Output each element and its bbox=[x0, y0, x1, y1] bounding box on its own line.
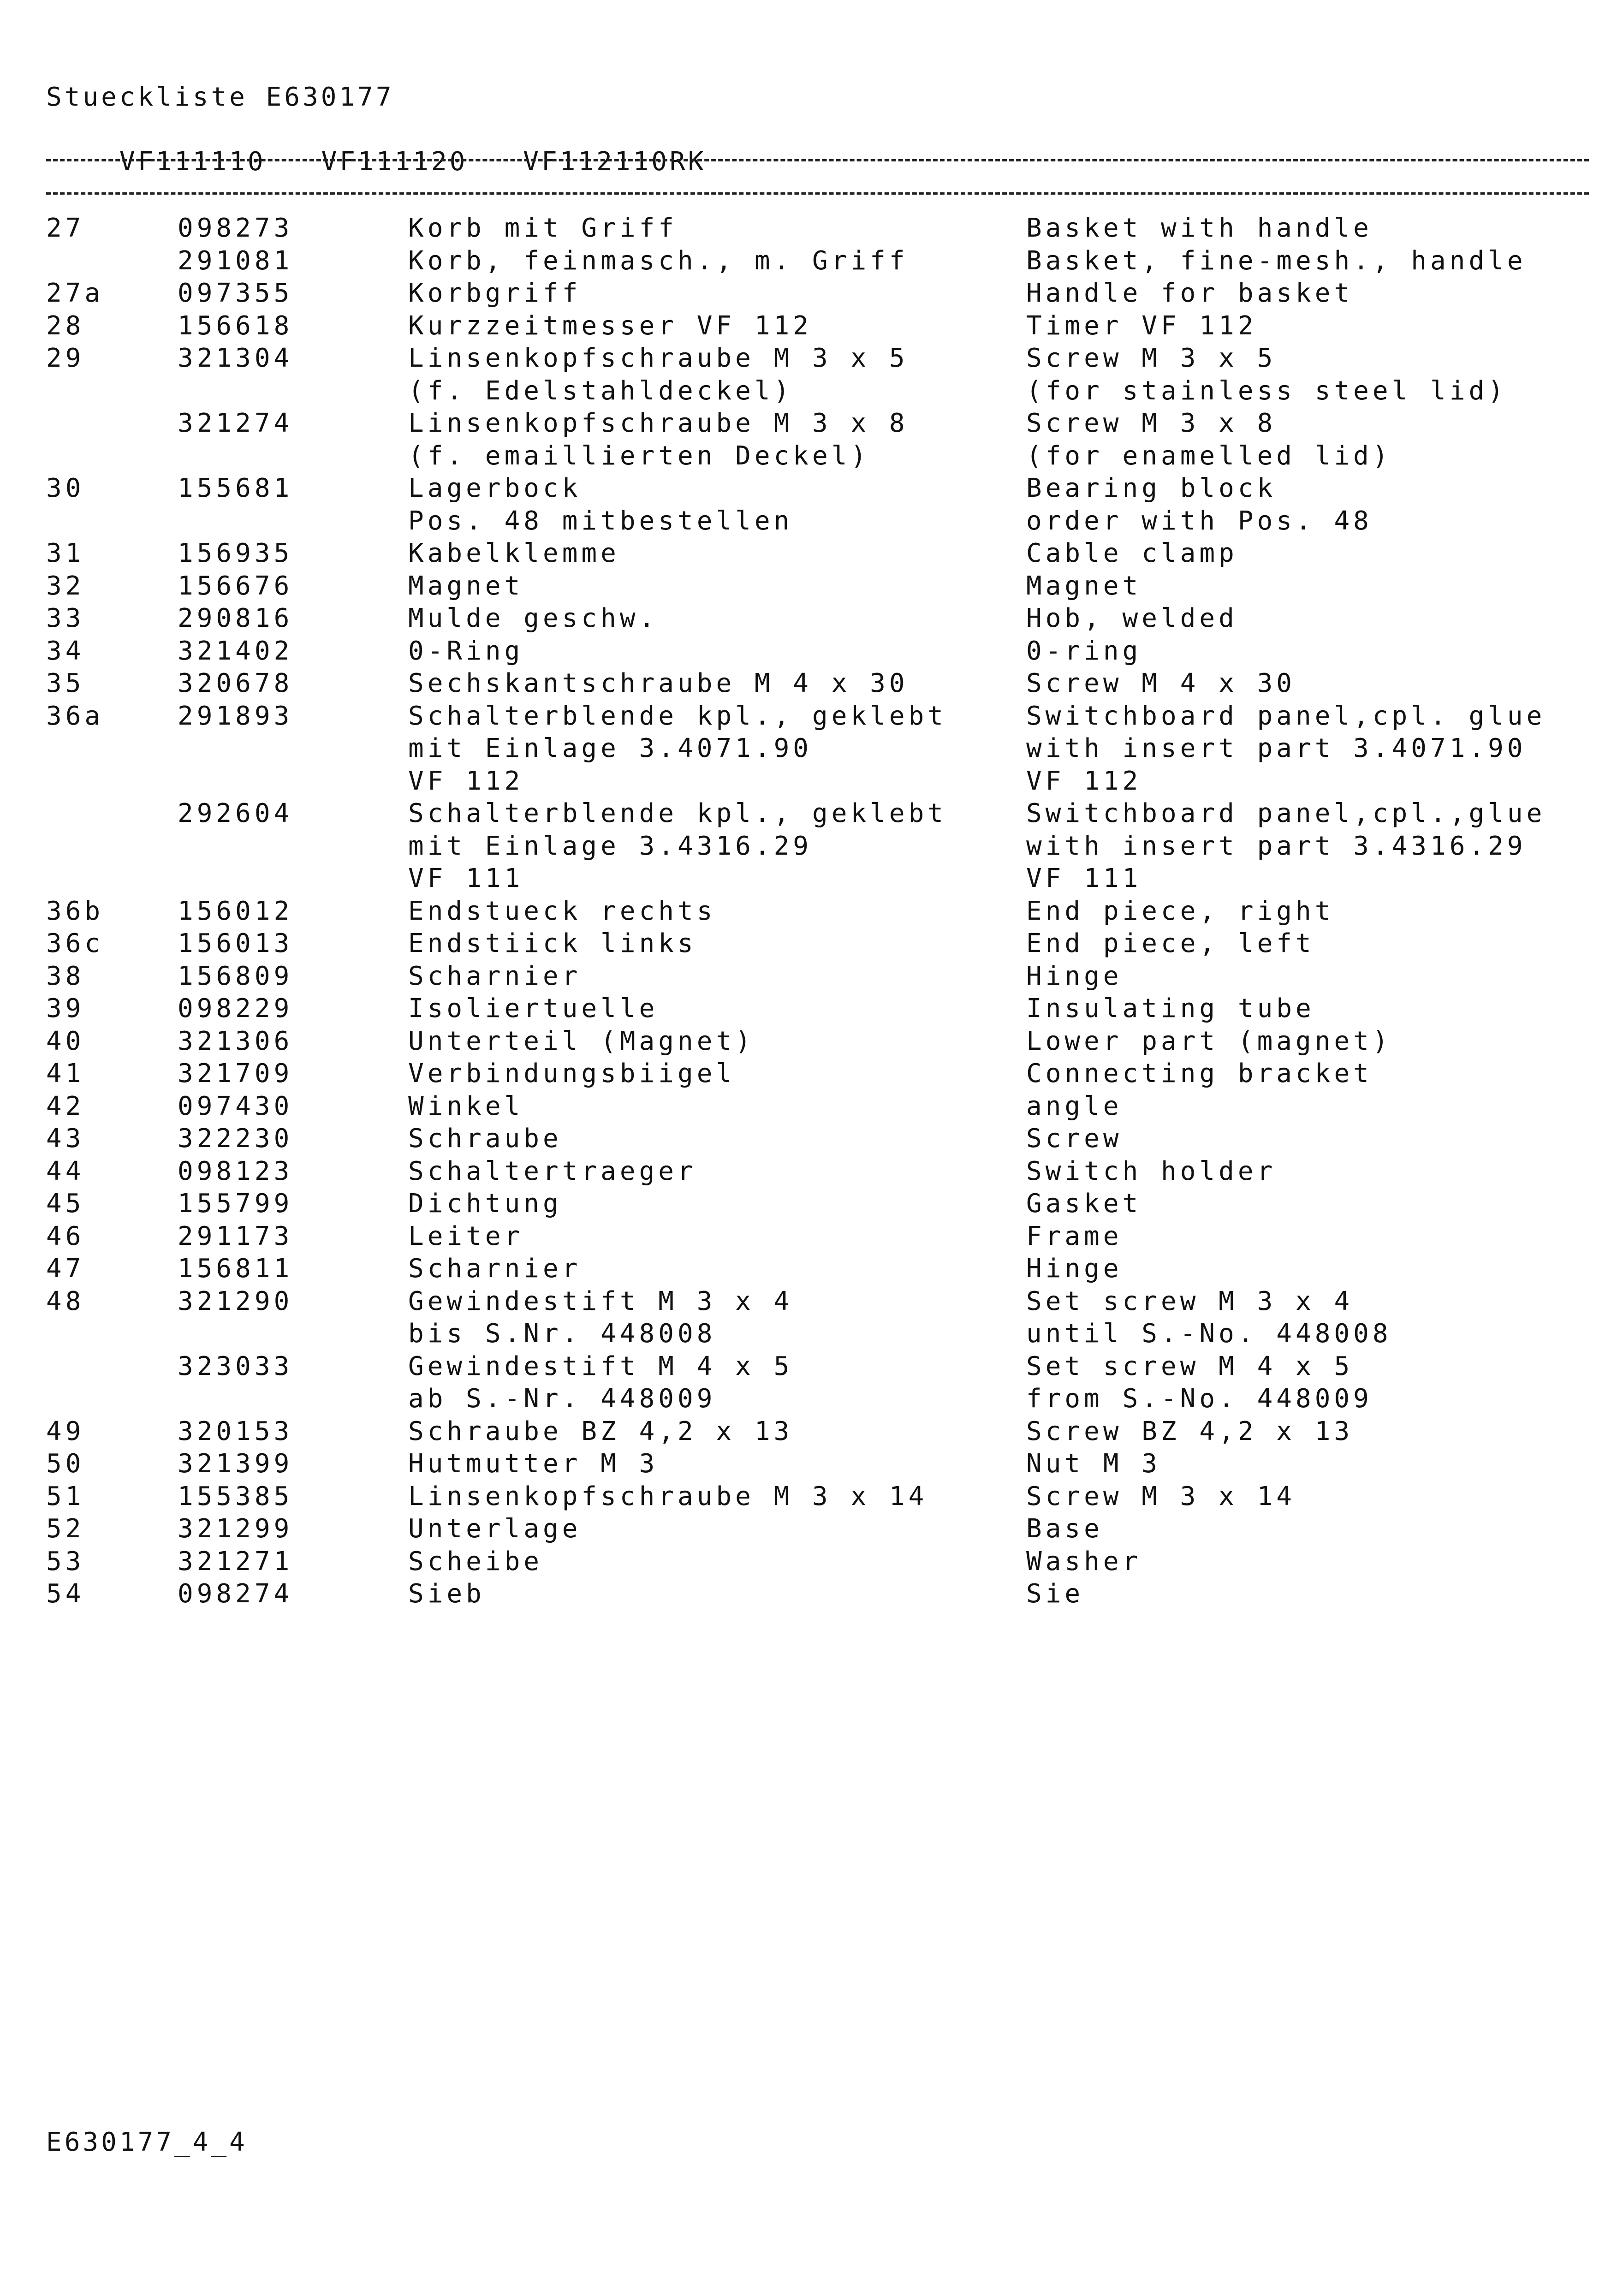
part-position bbox=[46, 830, 178, 863]
part-position: 27 bbox=[46, 213, 85, 243]
part-position: 36a bbox=[46, 701, 104, 731]
part-description-en: Sie bbox=[1026, 1579, 1084, 1609]
part-description-de: mit Einlage 3.4071.90 bbox=[408, 733, 813, 763]
part-position: 35 bbox=[46, 668, 85, 698]
table-row bbox=[46, 830, 1589, 863]
table-row bbox=[46, 1220, 1589, 1253]
document-title: Stueckliste E630177 bbox=[46, 82, 394, 112]
table-row bbox=[46, 537, 1589, 570]
table-row bbox=[46, 732, 1589, 765]
part-description-de: Schalterblende kpl., geklebt bbox=[408, 701, 947, 731]
part-description-de: Scharnier bbox=[408, 961, 582, 991]
part-number: 155385 bbox=[178, 1481, 293, 1511]
part-description-en: Timer VF 112 bbox=[1026, 310, 1257, 341]
table-row bbox=[46, 1155, 1589, 1188]
table-row bbox=[46, 1350, 1589, 1383]
table-row bbox=[46, 1448, 1589, 1481]
part-number: 322230 bbox=[178, 1124, 293, 1154]
part-description-de: Lagerbock bbox=[408, 473, 582, 503]
part-number: 321709 bbox=[178, 1059, 293, 1089]
part-number: 321274 bbox=[178, 408, 293, 438]
part-position: 45 bbox=[46, 1189, 85, 1219]
part-position: 41 bbox=[46, 1059, 85, 1089]
part-description-en: Screw bbox=[1026, 1124, 1123, 1154]
part-number: 292604 bbox=[178, 798, 293, 828]
part-number: 156618 bbox=[178, 310, 293, 341]
table-row bbox=[46, 1188, 1589, 1220]
table-row bbox=[46, 1253, 1589, 1285]
table-row bbox=[46, 1058, 1589, 1090]
part-number: 156935 bbox=[178, 538, 293, 568]
table-row bbox=[46, 700, 1589, 733]
part-description-en: Hob, welded bbox=[1026, 603, 1238, 633]
part-number: 323033 bbox=[178, 1351, 293, 1381]
part-description-en: Frame bbox=[1026, 1221, 1123, 1251]
part-description-en: from S.-No. 448009 bbox=[1026, 1384, 1373, 1414]
part-description-de: Magnet bbox=[408, 571, 524, 601]
table-row bbox=[46, 407, 1589, 440]
part-description-en: Magnet bbox=[1026, 571, 1142, 601]
part-description-de: VF 111 bbox=[408, 863, 524, 893]
part-description-de: Scharnier bbox=[408, 1254, 582, 1284]
part-position: 27a bbox=[46, 278, 104, 308]
part-number: 290816 bbox=[178, 603, 293, 633]
part-number: 321402 bbox=[178, 636, 293, 666]
part-description-en: Set screw M 3 x 4 bbox=[1026, 1286, 1354, 1316]
part-description-en: Switch holder bbox=[1026, 1156, 1277, 1186]
part-number: 156013 bbox=[178, 928, 293, 958]
table-row bbox=[46, 1383, 1589, 1416]
part-number: 156012 bbox=[178, 896, 293, 926]
table-row bbox=[46, 602, 1589, 635]
table-row bbox=[46, 667, 1589, 700]
part-description-de: Unterteil (Magnet) bbox=[408, 1026, 755, 1056]
part-description-de: 0-Ring bbox=[408, 636, 524, 666]
part-position bbox=[46, 1383, 178, 1416]
table-row bbox=[46, 375, 1589, 408]
part-description-de: Winkel bbox=[408, 1091, 524, 1121]
part-position: 38 bbox=[46, 961, 85, 991]
part-number: 321306 bbox=[178, 1026, 293, 1056]
part-position: 39 bbox=[46, 993, 85, 1023]
part-position: 48 bbox=[46, 1286, 85, 1316]
part-number: 097355 bbox=[178, 278, 293, 308]
part-position bbox=[46, 862, 178, 895]
part-number: 155799 bbox=[178, 1189, 293, 1219]
part-description-de: (f. emaillierten Deckel) bbox=[408, 440, 870, 471]
table-row bbox=[46, 440, 1589, 473]
part-number bbox=[178, 765, 408, 798]
part-position: 40 bbox=[46, 1026, 85, 1056]
part-position: 29 bbox=[46, 343, 85, 373]
part-description-en: until S.-No. 448008 bbox=[1026, 1319, 1392, 1349]
part-description-de: Leiter bbox=[408, 1221, 524, 1251]
part-number bbox=[178, 830, 408, 863]
part-description-de: Sechskantschraube M 4 x 30 bbox=[408, 668, 909, 698]
table-row bbox=[46, 245, 1589, 278]
part-position: 44 bbox=[46, 1156, 85, 1186]
part-position bbox=[46, 245, 178, 278]
parts-list-table bbox=[46, 212, 1589, 1611]
part-description-de: Schaltertraeger bbox=[408, 1156, 697, 1186]
part-description-en: Insulating tube bbox=[1026, 993, 1315, 1023]
part-position: 50 bbox=[46, 1449, 85, 1479]
dashed-divider bbox=[46, 159, 1589, 161]
part-number: 156809 bbox=[178, 961, 293, 991]
part-number bbox=[178, 1383, 408, 1416]
part-position: 49 bbox=[46, 1416, 85, 1446]
part-description-en: 0-ring bbox=[1026, 636, 1142, 666]
part-number: 098274 bbox=[178, 1579, 293, 1609]
model-number: VF112110RK bbox=[523, 147, 707, 177]
part-number: 321290 bbox=[178, 1286, 293, 1316]
part-position: 42 bbox=[46, 1091, 85, 1121]
part-number bbox=[178, 375, 408, 408]
part-number: 321304 bbox=[178, 343, 293, 373]
part-description-en: Hinge bbox=[1026, 1254, 1123, 1284]
part-description-en: Screw M 3 x 8 bbox=[1026, 408, 1277, 438]
model-number: VF111120 bbox=[321, 147, 468, 177]
part-number: 098273 bbox=[178, 213, 293, 243]
part-number: 156811 bbox=[178, 1254, 293, 1284]
part-position: 53 bbox=[46, 1546, 85, 1576]
part-description-en: order with Pos. 48 bbox=[1026, 506, 1373, 536]
part-number bbox=[178, 862, 408, 895]
part-position: 36b bbox=[46, 896, 104, 926]
part-description-en: Handle for basket bbox=[1026, 278, 1354, 308]
table-row bbox=[46, 862, 1589, 895]
part-position: 34 bbox=[46, 636, 85, 666]
part-description-en: Nut M 3 bbox=[1026, 1449, 1161, 1479]
part-description-de: Kurzzeitmesser VF 112 bbox=[408, 310, 813, 341]
part-number: 291173 bbox=[178, 1221, 293, 1251]
part-description-de: Korbgriff bbox=[408, 278, 582, 308]
part-description-de: Hutmutter M 3 bbox=[408, 1449, 659, 1479]
part-description-en: angle bbox=[1026, 1091, 1123, 1121]
part-number bbox=[178, 440, 408, 473]
part-position: 43 bbox=[46, 1124, 85, 1154]
part-description-en: Screw M 3 x 5 bbox=[1026, 343, 1277, 373]
table-row bbox=[46, 1513, 1589, 1546]
table-row bbox=[46, 1578, 1589, 1611]
part-description-en: Cable clamp bbox=[1026, 538, 1238, 568]
part-position: 36c bbox=[46, 928, 104, 958]
part-description-de: Endstiick links bbox=[408, 928, 697, 958]
part-position: 30 bbox=[46, 473, 85, 503]
table-row bbox=[46, 570, 1589, 603]
model-number: VF111110 bbox=[119, 147, 266, 177]
part-description-en: Connecting bracket bbox=[1026, 1059, 1373, 1089]
part-position: 54 bbox=[46, 1579, 85, 1609]
part-number: 321399 bbox=[178, 1449, 293, 1479]
part-description-en: VF 112 bbox=[1026, 766, 1142, 796]
part-position: 47 bbox=[46, 1254, 85, 1284]
part-description-de: bis S.Nr. 448008 bbox=[408, 1319, 716, 1349]
part-number: 097430 bbox=[178, 1091, 293, 1121]
part-description-de: Schraube BZ 4,2 x 13 bbox=[408, 1416, 793, 1446]
part-description-de: Pos. 48 mitbestellen bbox=[408, 506, 793, 536]
part-description-de: Sieb bbox=[408, 1579, 485, 1609]
table-row bbox=[46, 960, 1589, 993]
part-description-en: Washer bbox=[1026, 1546, 1142, 1576]
part-description-en: VF 111 bbox=[1026, 863, 1142, 893]
part-position bbox=[46, 765, 178, 798]
part-description-de: (f. Edelstahldeckel) bbox=[408, 375, 793, 406]
part-description-de: Dichtung bbox=[408, 1189, 562, 1219]
part-description-de: Scheibe bbox=[408, 1546, 543, 1576]
part-description-de: Kabelklemme bbox=[408, 538, 620, 568]
part-description-de: Gewindestift M 4 x 5 bbox=[408, 1351, 793, 1381]
table-row bbox=[46, 895, 1589, 928]
part-description-de: Linsenkopfschraube M 3 x 8 bbox=[408, 408, 909, 438]
table-row bbox=[46, 1416, 1589, 1448]
model-list bbox=[46, 113, 761, 210]
part-description-en: Screw M 3 x 14 bbox=[1026, 1481, 1296, 1511]
part-description-en: Base bbox=[1026, 1514, 1103, 1544]
table-row bbox=[46, 993, 1589, 1025]
table-row bbox=[46, 1318, 1589, 1350]
part-description-en: Switchboard panel,cpl. glue bbox=[1026, 701, 1546, 731]
part-number bbox=[178, 505, 408, 538]
table-row bbox=[46, 635, 1589, 668]
part-description-de: Korb mit Griff bbox=[408, 213, 678, 243]
part-description-en: End piece, right bbox=[1026, 896, 1334, 926]
part-description-en: Screw M 4 x 30 bbox=[1026, 668, 1296, 698]
part-description-de: Linsenkopfschraube M 3 x 14 bbox=[408, 1481, 928, 1511]
table-row bbox=[46, 310, 1589, 343]
part-position: 52 bbox=[46, 1514, 85, 1544]
part-description-en: with insert part 3.4071.90 bbox=[1026, 733, 1527, 763]
part-position: 32 bbox=[46, 571, 85, 601]
part-number: 098123 bbox=[178, 1156, 293, 1186]
part-number bbox=[178, 732, 408, 765]
part-description-de: Unterlage bbox=[408, 1514, 582, 1544]
part-number: 320153 bbox=[178, 1416, 293, 1446]
part-position bbox=[46, 505, 178, 538]
page-footer-id: E630177_4_4 bbox=[46, 2127, 248, 2157]
part-position: 33 bbox=[46, 603, 85, 633]
part-description-en: with insert part 3.4316.29 bbox=[1026, 831, 1527, 861]
part-number: 321299 bbox=[178, 1514, 293, 1544]
part-description-en: Basket with handle bbox=[1026, 213, 1373, 243]
part-position bbox=[46, 375, 178, 408]
table-row bbox=[46, 277, 1589, 310]
part-description-de: Verbindungsbiigel bbox=[408, 1059, 736, 1089]
dashed-divider bbox=[46, 192, 1589, 195]
part-description-de: ab S.-Nr. 448009 bbox=[408, 1384, 716, 1414]
table-row bbox=[46, 1285, 1589, 1318]
part-position bbox=[46, 732, 178, 765]
table-row bbox=[46, 1025, 1589, 1058]
part-description-en: Hinge bbox=[1026, 961, 1123, 991]
part-number: 291081 bbox=[178, 245, 293, 276]
part-description-de: Endstueck rechts bbox=[408, 896, 716, 926]
part-description-en: Set screw M 4 x 5 bbox=[1026, 1351, 1354, 1381]
part-description-de: VF 112 bbox=[408, 766, 524, 796]
parts-list-body bbox=[46, 212, 1589, 1611]
part-number: 320678 bbox=[178, 668, 293, 698]
part-position bbox=[46, 1318, 178, 1350]
part-description-de: Linsenkopfschraube M 3 x 5 bbox=[408, 343, 909, 373]
part-description-de: Schalterblende kpl., geklebt bbox=[408, 798, 947, 828]
table-row bbox=[46, 797, 1589, 830]
part-description-en: (for enamelled lid) bbox=[1026, 440, 1392, 471]
part-description-de: Isoliertuelle bbox=[408, 993, 659, 1023]
table-row bbox=[46, 765, 1589, 798]
part-description-en: (for stainless steel lid) bbox=[1026, 375, 1507, 406]
table-row bbox=[46, 342, 1589, 375]
part-position bbox=[46, 1350, 178, 1383]
part-number: 156676 bbox=[178, 571, 293, 601]
table-row bbox=[46, 1546, 1589, 1578]
part-position bbox=[46, 440, 178, 473]
part-description-de: Korb, feinmasch., m. Griff bbox=[408, 245, 909, 276]
part-position bbox=[46, 797, 178, 830]
part-position: 28 bbox=[46, 310, 85, 341]
part-description-de: Gewindestift M 3 x 4 bbox=[408, 1286, 793, 1316]
part-description-en: Basket, fine-mesh., handle bbox=[1026, 245, 1527, 276]
part-number: 291893 bbox=[178, 701, 293, 731]
table-row bbox=[46, 1123, 1589, 1155]
part-position: 31 bbox=[46, 538, 85, 568]
part-position bbox=[46, 407, 178, 440]
table-row bbox=[46, 928, 1589, 960]
table-row bbox=[46, 472, 1589, 505]
part-number: 155681 bbox=[178, 473, 293, 503]
table-row bbox=[46, 212, 1589, 245]
part-description-en: Bearing block bbox=[1026, 473, 1277, 503]
part-description-en: Screw BZ 4,2 x 13 bbox=[1026, 1416, 1354, 1446]
part-description-en: Gasket bbox=[1026, 1189, 1142, 1219]
part-description-de: Mulde geschw. bbox=[408, 603, 659, 633]
part-number: 098229 bbox=[178, 993, 293, 1023]
part-description-en: End piece, left bbox=[1026, 928, 1315, 958]
part-position: 51 bbox=[46, 1481, 85, 1511]
part-description-de: Schraube bbox=[408, 1124, 562, 1154]
part-description-en: Switchboard panel,cpl.,glue bbox=[1026, 798, 1546, 828]
part-number: 321271 bbox=[178, 1546, 293, 1576]
part-number bbox=[178, 1318, 408, 1350]
table-row bbox=[46, 505, 1589, 538]
table-row bbox=[46, 1481, 1589, 1513]
table-row bbox=[46, 1090, 1589, 1123]
part-description-en: Lower part (magnet) bbox=[1026, 1026, 1392, 1056]
part-position: 46 bbox=[46, 1221, 85, 1251]
part-description-de: mit Einlage 3.4316.29 bbox=[408, 831, 813, 861]
